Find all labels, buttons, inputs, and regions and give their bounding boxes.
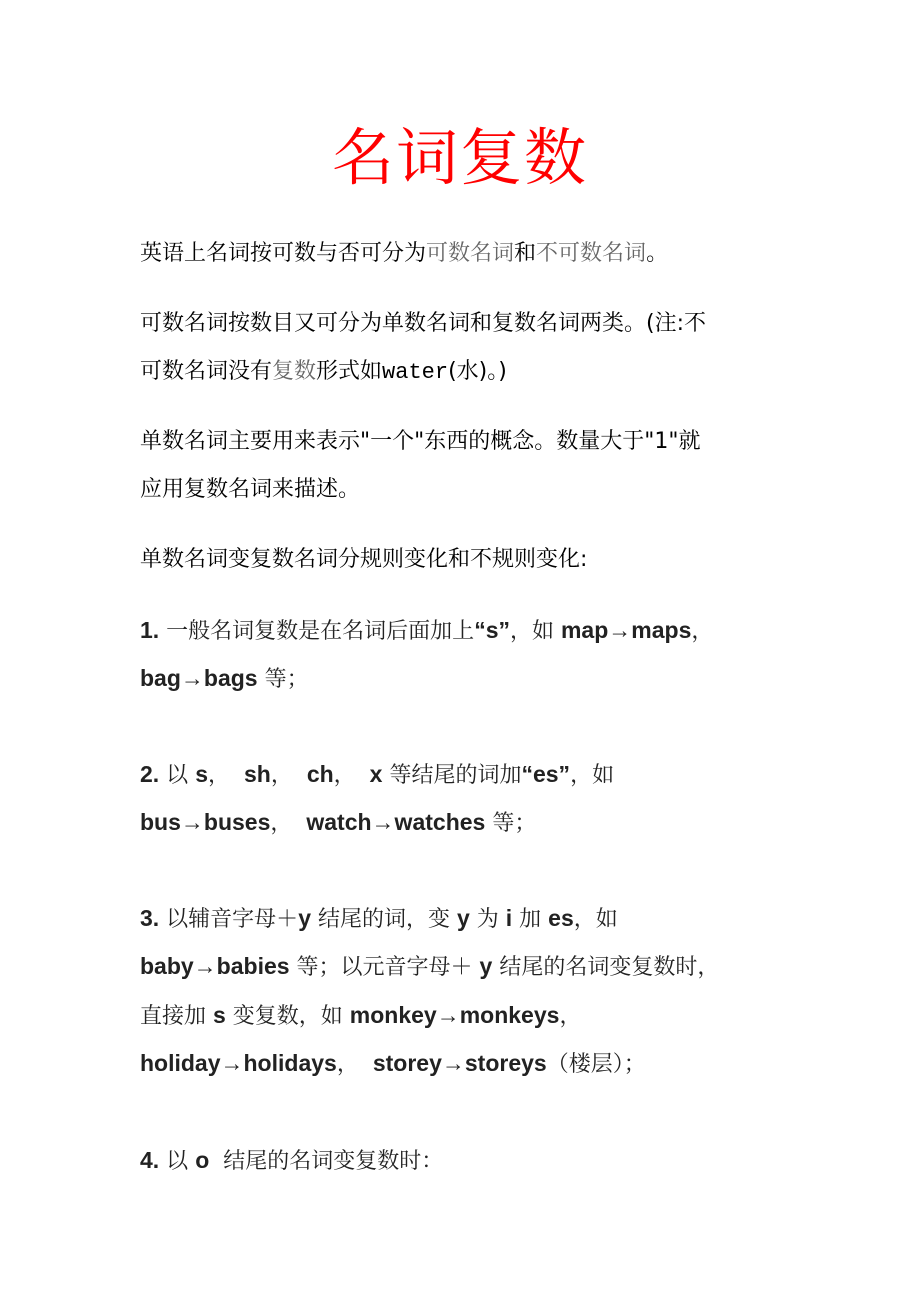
text-segment: ，如: [570, 763, 615, 788]
text-segment: ，: [336, 1052, 373, 1077]
text-segment: 可数名词: [426, 241, 515, 266]
text-segment: 形式如: [316, 359, 383, 384]
page-title: 名词复数: [331, 121, 588, 194]
text-segment: ，如: [573, 907, 618, 932]
text-segment: 应用复数名词来描述。: [140, 477, 361, 502]
text-segment: ch: [306, 761, 334, 787]
text-segment: 。: [646, 241, 669, 266]
text-segment: 1.: [140, 617, 160, 643]
text-segment: 等；: [485, 811, 537, 836]
text-segment: water: [382, 360, 449, 385]
text-segment: holiday→holidays: [140, 1050, 337, 1076]
text-line: [140, 427, 700, 457]
text-line: [140, 1000, 581, 1032]
text-segment: 变复数，如: [225, 1004, 350, 1029]
text-segment: baby→babies: [140, 953, 290, 979]
text-segment: 可数名词按数目又可分为单数名词和复数名词两类。(注:不: [140, 311, 706, 336]
text-segment: 2.: [140, 761, 160, 787]
text-segment: 以: [159, 763, 196, 788]
text-line: [140, 663, 309, 695]
text-segment: watch→watches: [306, 809, 486, 835]
text-segment: es: [548, 905, 574, 931]
text-segment: s: [195, 761, 208, 787]
text-segment: o: [195, 1147, 210, 1173]
text-segment: 为: [469, 907, 506, 932]
text-line: [140, 615, 713, 647]
text-line: [140, 475, 360, 505]
text-segment: 等结尾的词加: [382, 763, 522, 788]
text-segment: bag→bags: [140, 665, 258, 691]
text-segment: 以辅音字母＋: [159, 907, 299, 932]
text-segment: 一般名词复数是在名词后面加上: [159, 619, 475, 644]
text-line: [140, 903, 618, 935]
text-segment: 单数名词主要用来表示"一个"东西的概念。数量大于"1"就: [140, 429, 701, 454]
text-segment: 直接加: [140, 1004, 213, 1029]
text-segment: ，如: [509, 619, 561, 644]
text-segment: sh: [243, 761, 271, 787]
text-segment: 结尾的词，变: [310, 907, 457, 932]
text-segment: ，: [559, 1004, 582, 1029]
text-segment: ，: [691, 619, 714, 644]
text-line: [140, 239, 668, 269]
text-segment: 单数名词变复数名词分规则变化和不规则变化:: [140, 547, 588, 572]
text-line: [140, 357, 507, 388]
text-segment: 不可数名词: [536, 241, 647, 266]
text-line: [140, 951, 719, 983]
text-segment: y: [456, 905, 470, 931]
text-segment: bus→buses: [140, 809, 271, 835]
text-segment: “s”: [474, 617, 510, 643]
text-segment: 和: [514, 241, 537, 266]
text-segment: 可数名词没有: [140, 359, 273, 384]
text-segment: 复数: [272, 359, 317, 384]
text-segment: 结尾的名词变复数时，: [492, 955, 720, 980]
text-segment: 结尾的名词变复数时：: [209, 1149, 444, 1174]
text-segment: 等；以元音字母＋: [289, 955, 480, 980]
text-line: [140, 759, 614, 791]
text-line: [140, 309, 706, 339]
text-segment: y: [479, 953, 493, 979]
text-segment: y: [298, 905, 311, 931]
text-segment: map→maps: [560, 617, 692, 643]
text-line: [140, 545, 587, 575]
text-segment: 等；: [257, 667, 309, 692]
text-segment: 加: [512, 907, 549, 932]
text-segment: “es”: [521, 761, 571, 787]
text-segment: ，: [333, 763, 370, 788]
text-segment: monkey→monkeys: [349, 1002, 560, 1028]
text-segment: (水)。): [448, 359, 507, 384]
text-segment: 以: [159, 1149, 196, 1174]
text-segment: storey→storeys: [372, 1050, 547, 1076]
text-segment: ，: [270, 811, 307, 836]
text-segment: s: [213, 1002, 226, 1028]
text-segment: ，: [270, 763, 307, 788]
text-line: [140, 807, 536, 839]
text-segment: 4.: [140, 1147, 160, 1173]
text-segment: ，: [207, 763, 244, 788]
text-segment: 3.: [140, 905, 160, 931]
text-segment: i: [505, 905, 513, 931]
text-line: [140, 1048, 646, 1080]
text-line: [140, 1145, 443, 1177]
text-segment: （楼层）；: [546, 1052, 646, 1077]
text-segment: x: [369, 761, 383, 787]
text-segment: 英语上名词按可数与否可分为: [140, 241, 427, 266]
